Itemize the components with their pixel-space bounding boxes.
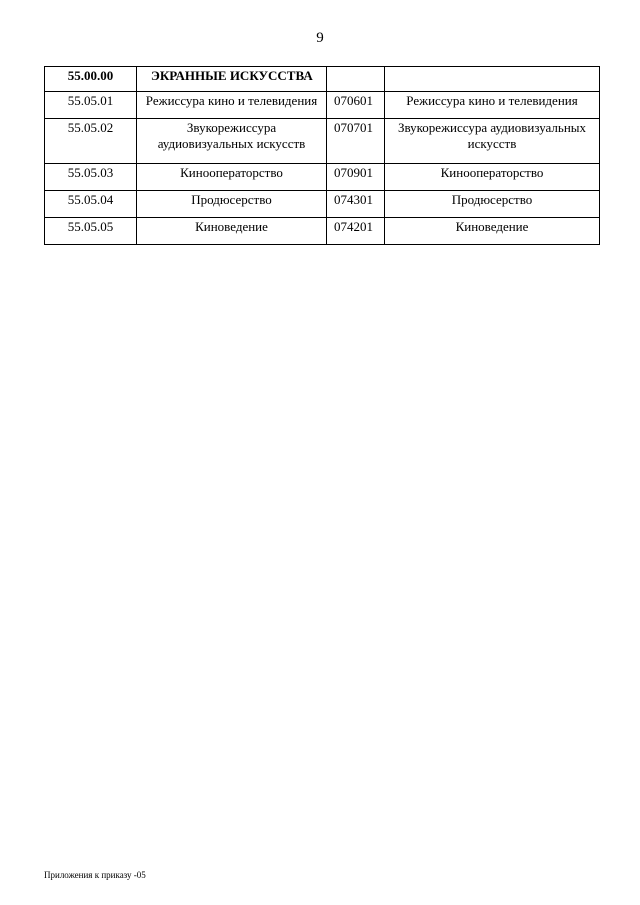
specialty-code: 55.05.01 xyxy=(45,92,137,119)
old-specialty-code: 074201 xyxy=(327,218,385,245)
group-name: ЭКРАННЫЕ ИСКУССТВА xyxy=(137,67,327,92)
specialty-table xyxy=(44,66,600,245)
group-code: 55.00.00 xyxy=(45,67,137,92)
old-specialty-code: 070701 xyxy=(327,119,385,164)
specialty-name: Продюсерство xyxy=(137,191,327,218)
old-specialty-name: Звукорежиссура аудиовизуальных искусств xyxy=(385,119,600,164)
page-number: 9 xyxy=(316,30,324,46)
old-specialty-name: Продюсерство xyxy=(385,191,600,218)
table-row xyxy=(45,191,600,218)
group-old-code xyxy=(327,67,385,92)
specialty-code: 55.05.05 xyxy=(45,218,137,245)
page-footer: Приложения к приказу -05 xyxy=(44,870,146,880)
old-specialty-code: 070601 xyxy=(327,92,385,119)
old-specialty-code: 070901 xyxy=(327,164,385,191)
old-specialty-code: 074301 xyxy=(327,191,385,218)
specialty-code: 55.05.03 xyxy=(45,164,137,191)
specialty-code: 55.05.04 xyxy=(45,191,137,218)
table-row xyxy=(45,92,600,119)
old-specialty-name: Режиссура кино и телевидения xyxy=(385,92,600,119)
table-row xyxy=(45,119,600,164)
group-old-name xyxy=(385,67,600,92)
specialty-code: 55.05.02 xyxy=(45,119,137,164)
group-row xyxy=(45,67,600,92)
specialty-name: Режиссура кино и телевидения xyxy=(137,92,327,119)
specialty-name: Звукорежиссура аудиовизуальных искусств xyxy=(137,119,327,164)
specialty-name: Кинооператорство xyxy=(137,164,327,191)
old-specialty-name: Кинооператорство xyxy=(385,164,600,191)
table-row xyxy=(45,164,600,191)
table-row xyxy=(45,218,600,245)
specialty-name: Киноведение xyxy=(137,218,327,245)
old-specialty-name: Киноведение xyxy=(385,218,600,245)
